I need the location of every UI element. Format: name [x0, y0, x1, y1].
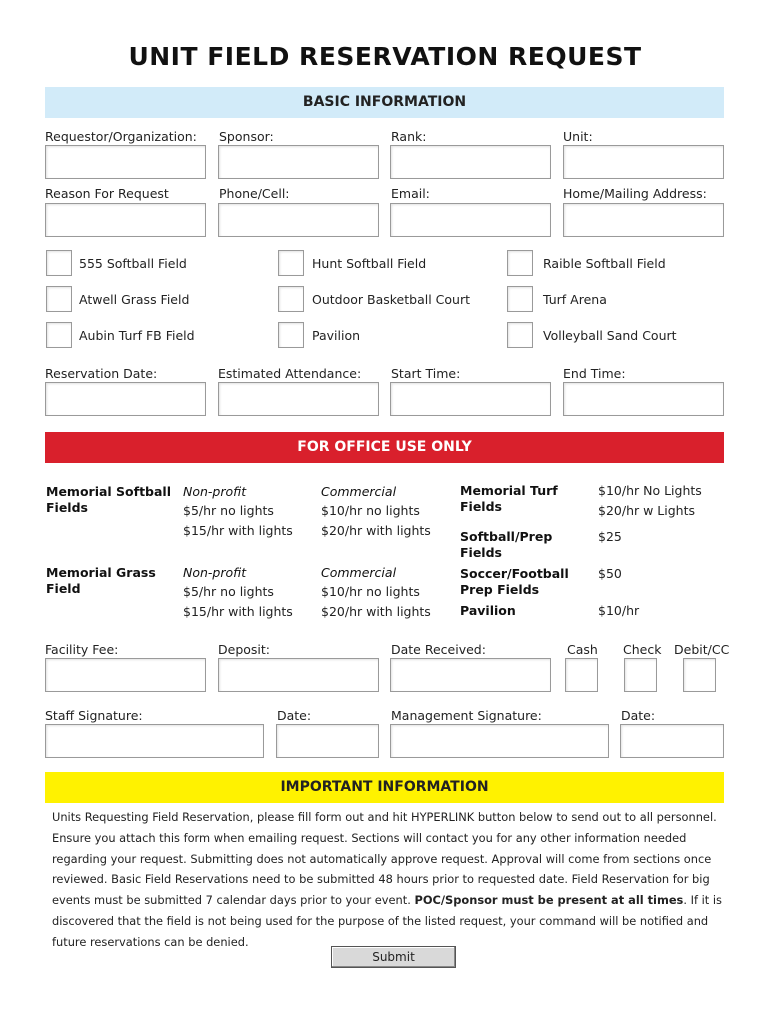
check-label: Check: [623, 642, 662, 657]
cash-label: Cash: [567, 642, 598, 657]
management-date-label: Date:: [621, 708, 656, 723]
email-label: Email:: [391, 186, 430, 201]
rate-text: $15/hr with lights: [183, 604, 293, 619]
staff-signature-field[interactable]: [45, 724, 264, 758]
rate-text: $5/hr no lights: [183, 503, 274, 518]
requestor-label: Requestor/Organization:: [45, 129, 197, 144]
rate-text: $10/hr No Lights: [598, 483, 702, 498]
rate-text: $5/hr no lights: [183, 584, 274, 599]
date-received-field[interactable]: [390, 658, 551, 692]
page-title: UNIT FIELD RESERVATION REQUEST: [128, 42, 642, 71]
start-time-label: Start Time:: [391, 366, 461, 381]
facility-label: Aubin Turf FB Field: [79, 328, 195, 343]
email-field[interactable]: [390, 203, 551, 237]
facility-label: Atwell Grass Field: [79, 292, 190, 307]
management-signature-field[interactable]: [390, 724, 609, 758]
checkbox-555-softball[interactable]: [46, 250, 72, 276]
facility-label: Raible Softball Field: [543, 256, 666, 271]
checkbox-atwell-grass[interactable]: [46, 286, 72, 312]
check-checkbox[interactable]: [624, 658, 657, 692]
address-field[interactable]: [563, 203, 724, 237]
reservation-date-label: Reservation Date:: [45, 366, 158, 381]
facility-label: Outdoor Basketball Court: [312, 292, 470, 307]
important-information-heading: IMPORTANT INFORMATION: [45, 772, 724, 803]
sponsor-field[interactable]: [218, 145, 379, 179]
nonprofit-label: Non-profit: [183, 565, 247, 580]
rate-text: $10/hr: [598, 603, 640, 618]
attendance-label: Estimated Attendance:: [218, 366, 362, 381]
submit-button[interactable]: Submit: [331, 946, 456, 968]
memorial-turf-label: Memorial Turf Fields: [460, 483, 558, 514]
office-use-heading: FOR OFFICE USE ONLY: [45, 432, 724, 463]
start-time-field[interactable]: [390, 382, 551, 416]
rank-label: Rank:: [391, 129, 427, 144]
softball-prep-label: Softball/Prep Fields: [460, 529, 553, 560]
checkbox-raible-softball[interactable]: [507, 250, 533, 276]
requestor-field[interactable]: [45, 145, 206, 179]
end-time-label: End Time:: [563, 366, 626, 381]
deposit-label: Deposit:: [218, 642, 270, 657]
rate-text: $10/hr no lights: [321, 503, 420, 518]
rate-text: $10/hr no lights: [321, 584, 420, 599]
staff-date-label: Date:: [277, 708, 312, 723]
checkbox-volleyball-sand[interactable]: [507, 322, 533, 348]
phone-field[interactable]: [218, 203, 379, 237]
cash-checkbox[interactable]: [565, 658, 598, 692]
address-label: Home/Mailing Address:: [563, 186, 707, 201]
nonprofit-label: Non-profit: [183, 484, 247, 499]
staff-date-field[interactable]: [276, 724, 379, 758]
staff-signature-label: Staff Signature:: [45, 708, 143, 723]
reservation-date-field[interactable]: [45, 382, 206, 416]
debit-checkbox[interactable]: [683, 658, 716, 692]
memorial-softball-label: Memorial Softball Fields: [46, 484, 172, 515]
end-time-field[interactable]: [563, 382, 724, 416]
facility-fee-field[interactable]: [45, 658, 206, 692]
rank-field[interactable]: [390, 145, 551, 179]
basic-information-heading: BASIC INFORMATION: [45, 87, 724, 118]
checkbox-outdoor-basketball[interactable]: [278, 286, 304, 312]
facility-label: Volleyball Sand Court: [543, 328, 677, 343]
rate-text: $50: [598, 566, 622, 581]
important-information-text: Units Requesting Field Reservation, please fill form out and hit HYPERLINK button below to send out to all personnel. Ensure you attach this form when emailing request. Sections will contact you for any other information needed regarding your request. Submitting does not automatically approve request. Approval will come from sections once reviewed. Basic Field Reservations need to be submitted 48 hours prior to requested date. Field Reservation for big events must be submitted 7 calendar days prior to your event. POC/Sponsor must be present at all times. If it is discovered that the field is not being used for the purpose of the listed request, your command will be notified and future reservations can be denied.: [52, 810, 722, 949]
debit-label: Debit/CC: [674, 642, 730, 657]
unit-field[interactable]: [563, 145, 724, 179]
checkbox-turf-arena[interactable]: [507, 286, 533, 312]
commercial-label: Commercial: [321, 484, 397, 499]
checkbox-pavilion[interactable]: [278, 322, 304, 348]
facility-fee-label: Facility Fee:: [45, 642, 119, 657]
rate-text: $15/hr with lights: [183, 523, 293, 538]
sponsor-label: Sponsor:: [219, 129, 274, 144]
phone-label: Phone/Cell:: [219, 186, 290, 201]
soccer-prep-label: Soccer/Football Prep Fields: [460, 566, 569, 597]
facility-label: Hunt Softball Field: [312, 256, 427, 271]
rate-text: $20/hr with lights: [321, 604, 431, 619]
facility-label: Pavilion: [312, 328, 361, 343]
pavilion-label: Pavilion: [460, 603, 516, 618]
reason-field[interactable]: [45, 203, 206, 237]
facility-label: Turf Arena: [543, 292, 607, 307]
deposit-field[interactable]: [218, 658, 379, 692]
rate-text: $20/hr with lights: [321, 523, 431, 538]
attendance-field[interactable]: [218, 382, 379, 416]
checkbox-aubin-turf[interactable]: [46, 322, 72, 348]
rate-text: $20/hr w Lights: [598, 503, 696, 518]
unit-label: Unit:: [563, 129, 593, 144]
rate-text: $25: [598, 529, 622, 544]
management-signature-label: Management Signature:: [391, 708, 542, 723]
memorial-grass-label: Memorial Grass Field: [46, 565, 156, 596]
reason-label: Reason For Request: [45, 186, 169, 201]
checkbox-hunt-softball[interactable]: [278, 250, 304, 276]
date-received-label: Date Received:: [391, 642, 486, 657]
facility-label: 555 Softball Field: [79, 256, 187, 271]
management-date-field[interactable]: [620, 724, 724, 758]
commercial-label: Commercial: [321, 565, 397, 580]
